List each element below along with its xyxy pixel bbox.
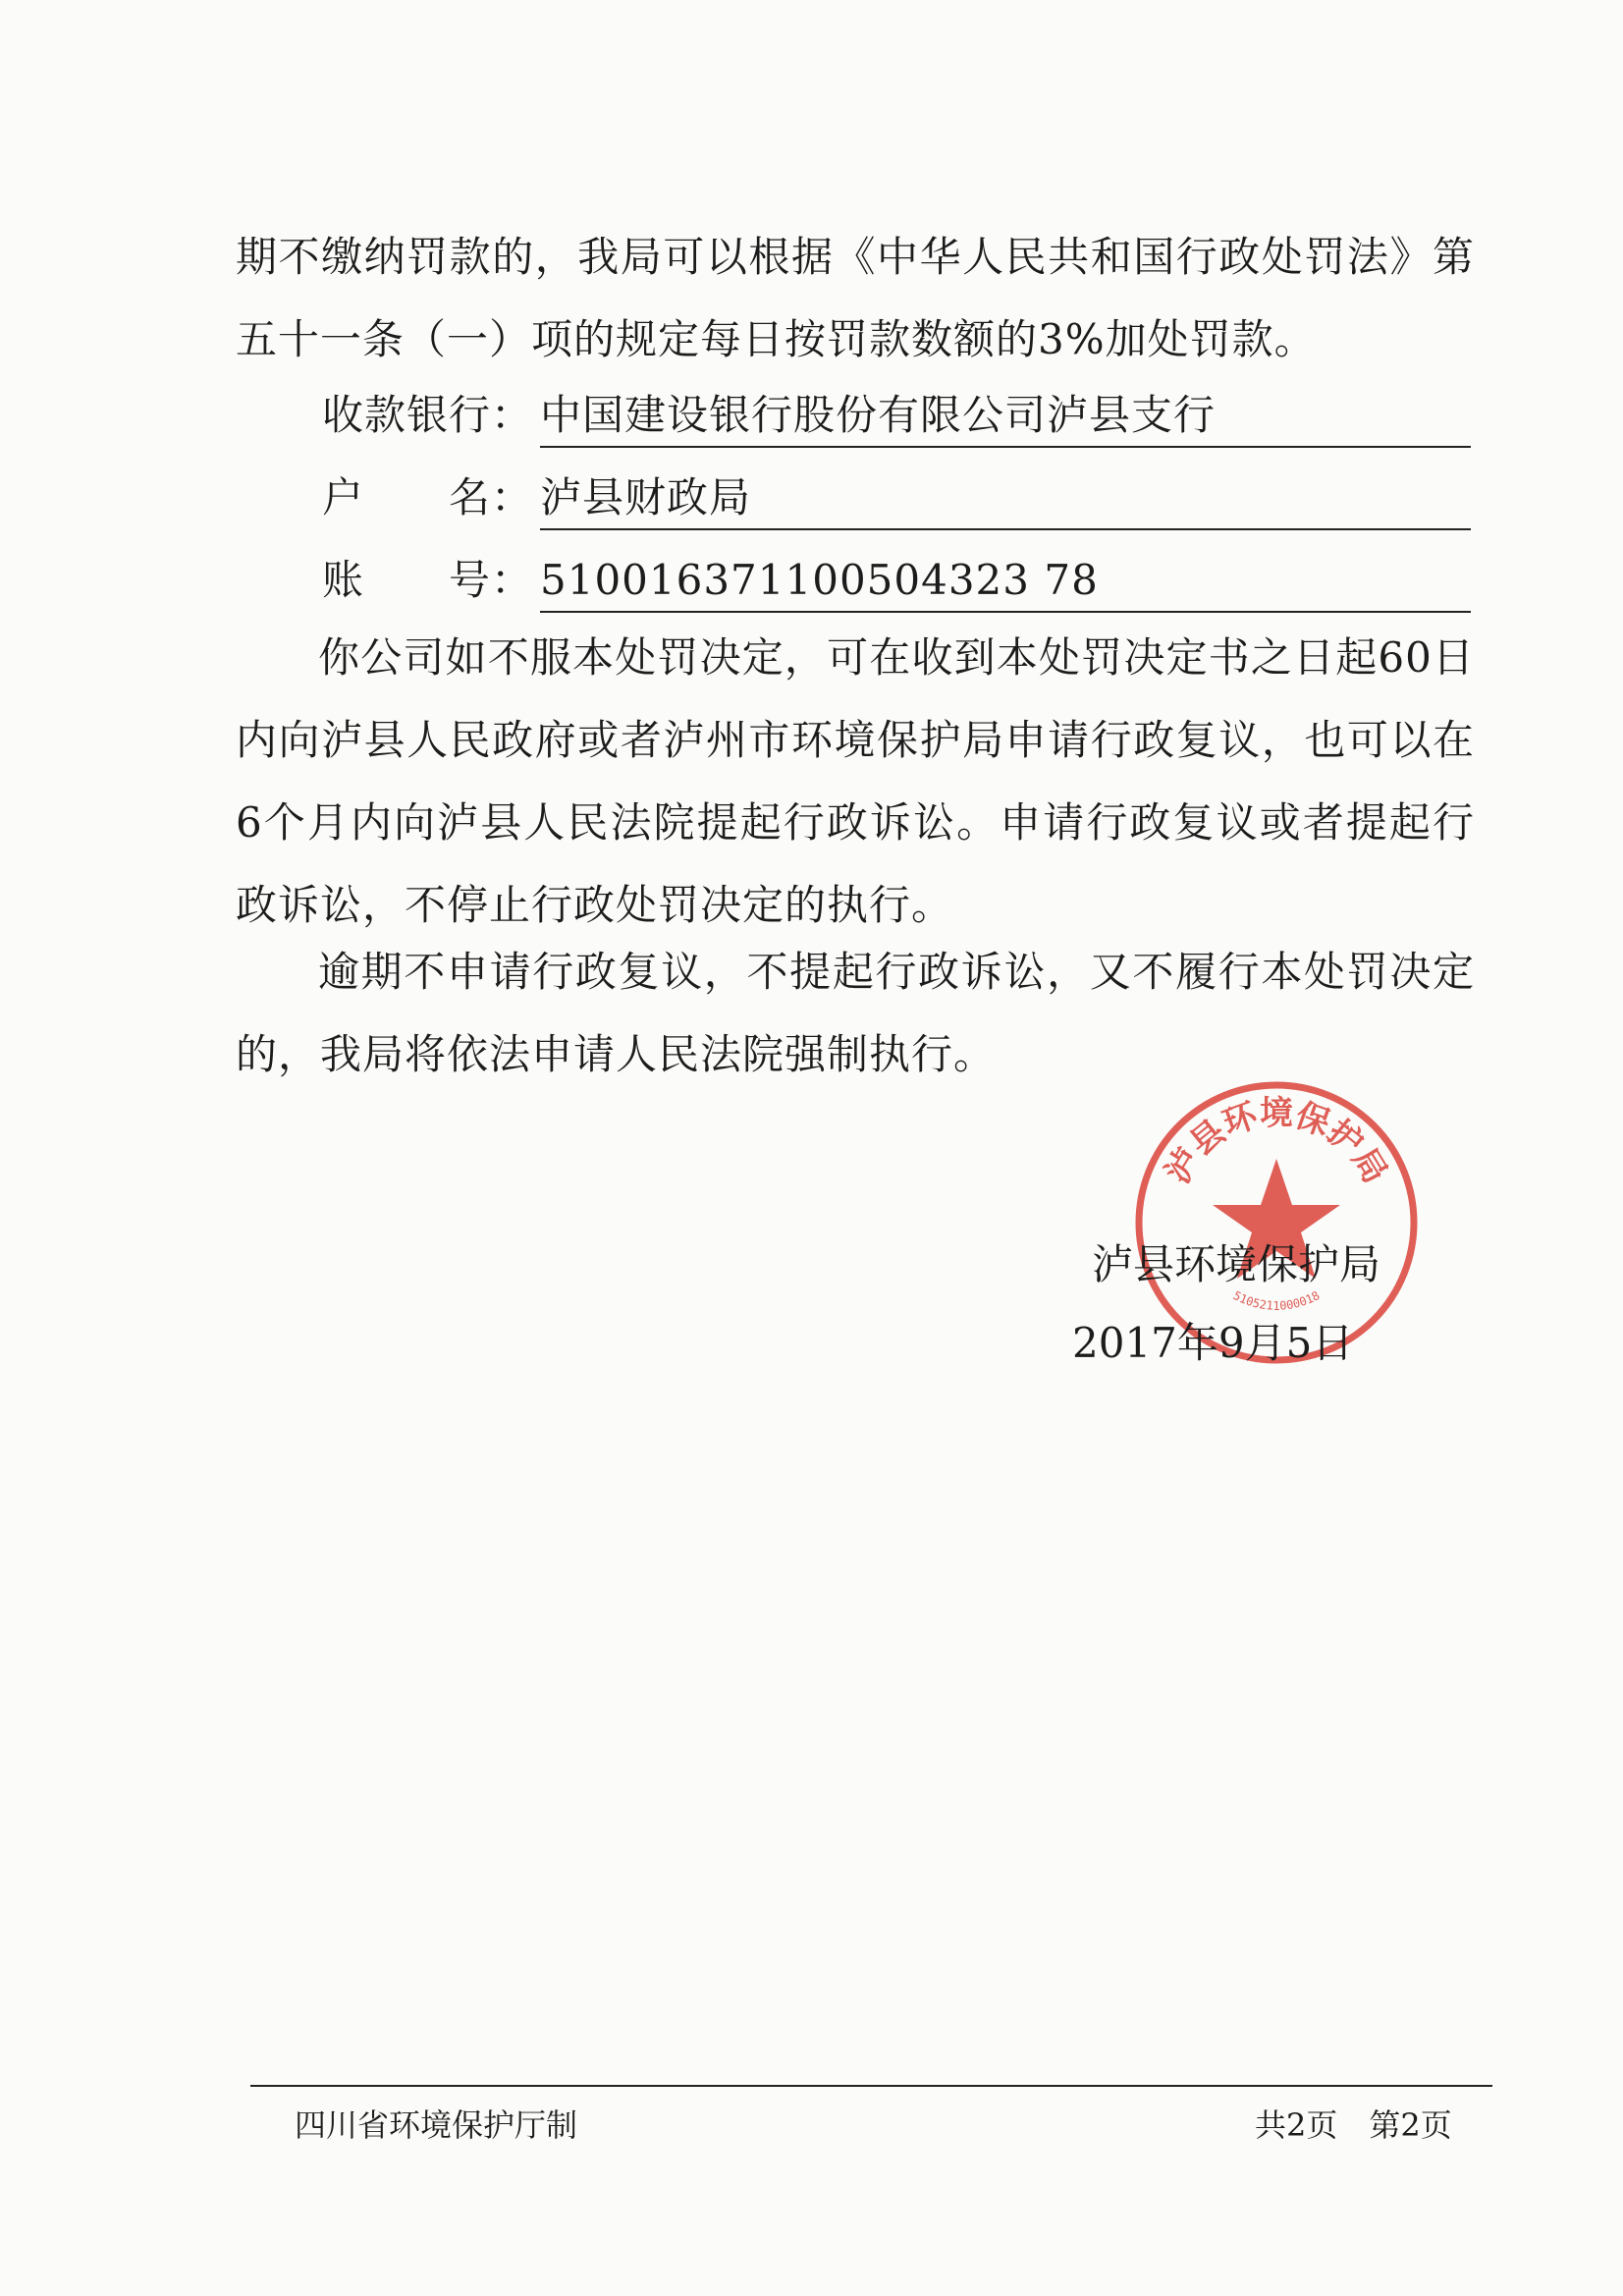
issue-date: 2017年9月5日 <box>1072 1319 1354 1367</box>
payment-account-number-row <box>322 546 1471 615</box>
paragraph-enforcement: 逾期不申请行政复议，不提起行政诉讼，又不履行本处罚决定的，我局将依法申请人民法院强制执行。 <box>236 948 1475 1078</box>
bleed-through-text <box>511 1463 1139 1519</box>
issuing-agency: 泸县环境保护局 <box>1092 1240 1381 1288</box>
payment-account-name-row <box>322 464 1471 532</box>
account-number-label: 账 号： <box>322 556 534 604</box>
account-name-value: 泸县财政局 <box>540 464 1471 530</box>
account-name-label: 户 名： <box>322 473 534 521</box>
paragraph-appeal-rights: 你公司如不服本处罚决定，可在收到本处罚决定书之日起60日内向泸县人民政府或者泸州市环境保护局申请行政复议，也可以在6个月内向泸县人民法院提起行政诉讼。申请行政复议或者提起行政诉讼，不停止行政处罚决定的执行。 <box>236 633 1475 929</box>
footer-divider <box>250 2085 1492 2087</box>
account-number-value: 510016371100504323 78 <box>540 546 1471 613</box>
payment-bank-row <box>322 381 1471 450</box>
footer-page-count: 共2页 第2页 <box>1255 2106 1452 2144</box>
bank-value: 中国建设银行股份有限公司泸县支行 <box>540 381 1471 448</box>
bank-label: 收款银行： <box>322 391 534 439</box>
paragraph-penalty-surcharge: 期不缴纳罚款的，我局可以根据《中华人民共和国行政处罚法》第五十一条（一）项的规定每日按罚款数额的3%加处罚款。 <box>236 233 1475 363</box>
footer-issuer: 四川省环境保护厅制 <box>295 2106 578 2144</box>
seal-top-text: 泸县环境保护局 <box>1158 1094 1395 1191</box>
seal-number: 5105211000018 <box>1230 1288 1323 1313</box>
